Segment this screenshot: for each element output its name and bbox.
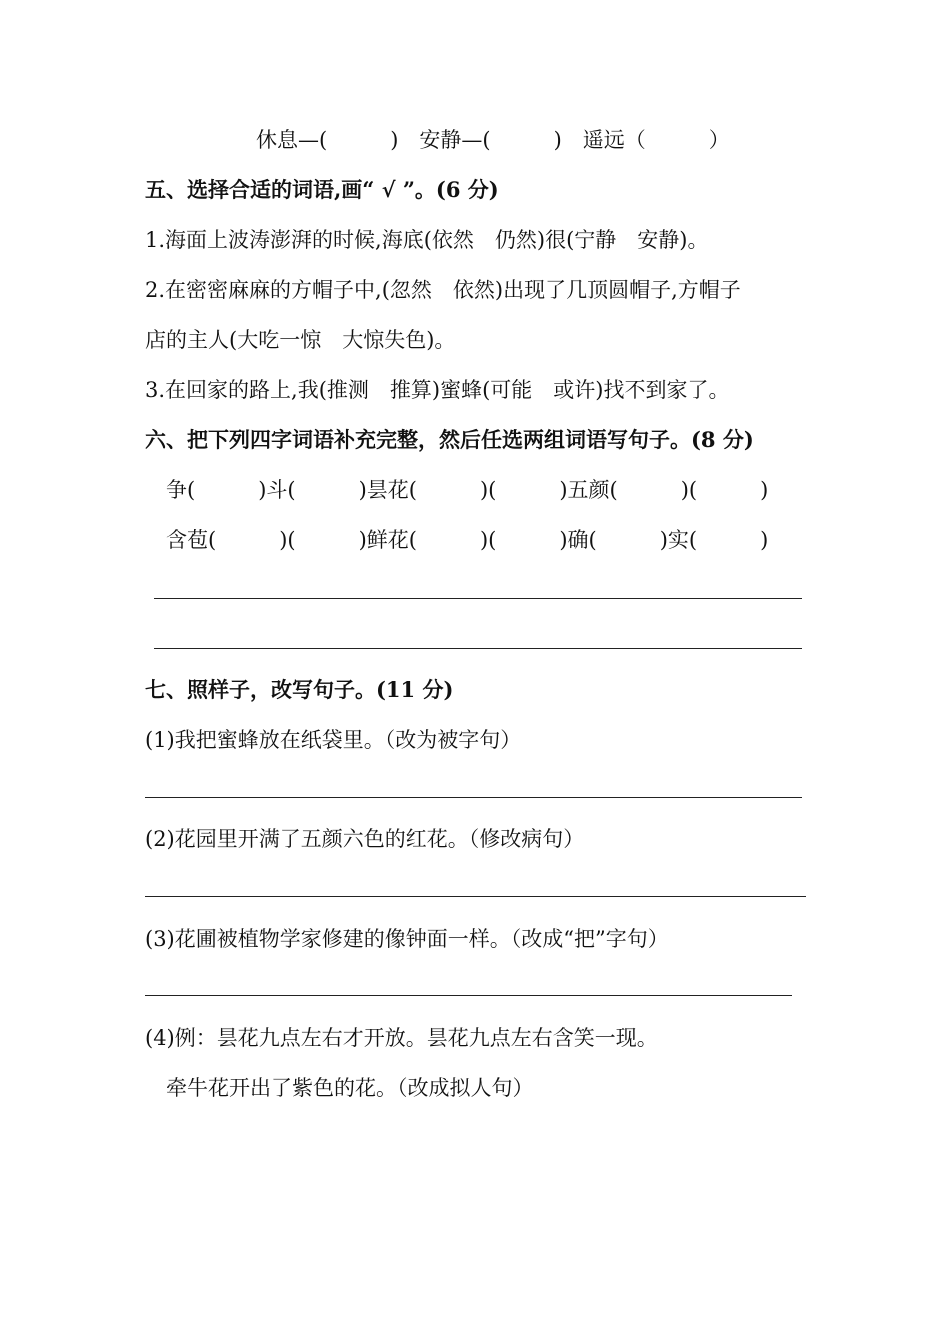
answer-line (145, 995, 792, 996)
section7-q3: (3)花圃被植物学家修建的像钟面一样。（改成“把”字句） (145, 927, 669, 951)
answer-line (145, 896, 806, 897)
section6-row2: 含苞( )( )鲜花( )( )确( )实( ) (166, 528, 769, 552)
section5-q2-line1: 2.在密密麻麻的方帽子中,(忽然 依然)出现了几顶圆帽子,方帽子 (145, 278, 741, 302)
section5-q3: 3.在回家的路上,我(推测 推算)蜜蜂(可能 或许)找不到家了。 (145, 378, 730, 402)
section5-q2-line2: 店的主人(大吃一惊 大惊失色)。 (145, 328, 456, 352)
answer-line (145, 797, 802, 798)
section7-q1: (1)我把蜜蜂放在纸袋里。（改为被字句） (145, 728, 522, 752)
section7-title: 七、照样子，改写句子。(11 分) (145, 677, 454, 702)
antonym-line: 休息—( ) 安静—( ) 遥远（ ） (256, 128, 730, 152)
section5-title: 五、选择合适的词语,画“ √ ”。(6 分) (145, 177, 499, 202)
section6-title: 六、把下列四字词语补充完整，然后任选两组词语写句子。(8 分) (145, 427, 754, 452)
section6-row1: 争( )斗( )昙花( )( )五颜( )( ) (166, 478, 769, 502)
section7-q2: (2)花园里开满了五颜六色的红花。（修改病句） (145, 827, 585, 851)
section7-q4-example: (4)例：昙花九点左右才开放。昙花九点左右含笑一现。 (145, 1026, 658, 1050)
section5-q1: 1.海面上波涛澎湃的时候,海底(依然 仍然)很(宁静 安静)。 (145, 228, 709, 252)
answer-line (154, 598, 802, 599)
section7-q4-task: 牵牛花开出了紫色的花。（改成拟人句） (166, 1076, 534, 1100)
answer-line (154, 648, 802, 649)
